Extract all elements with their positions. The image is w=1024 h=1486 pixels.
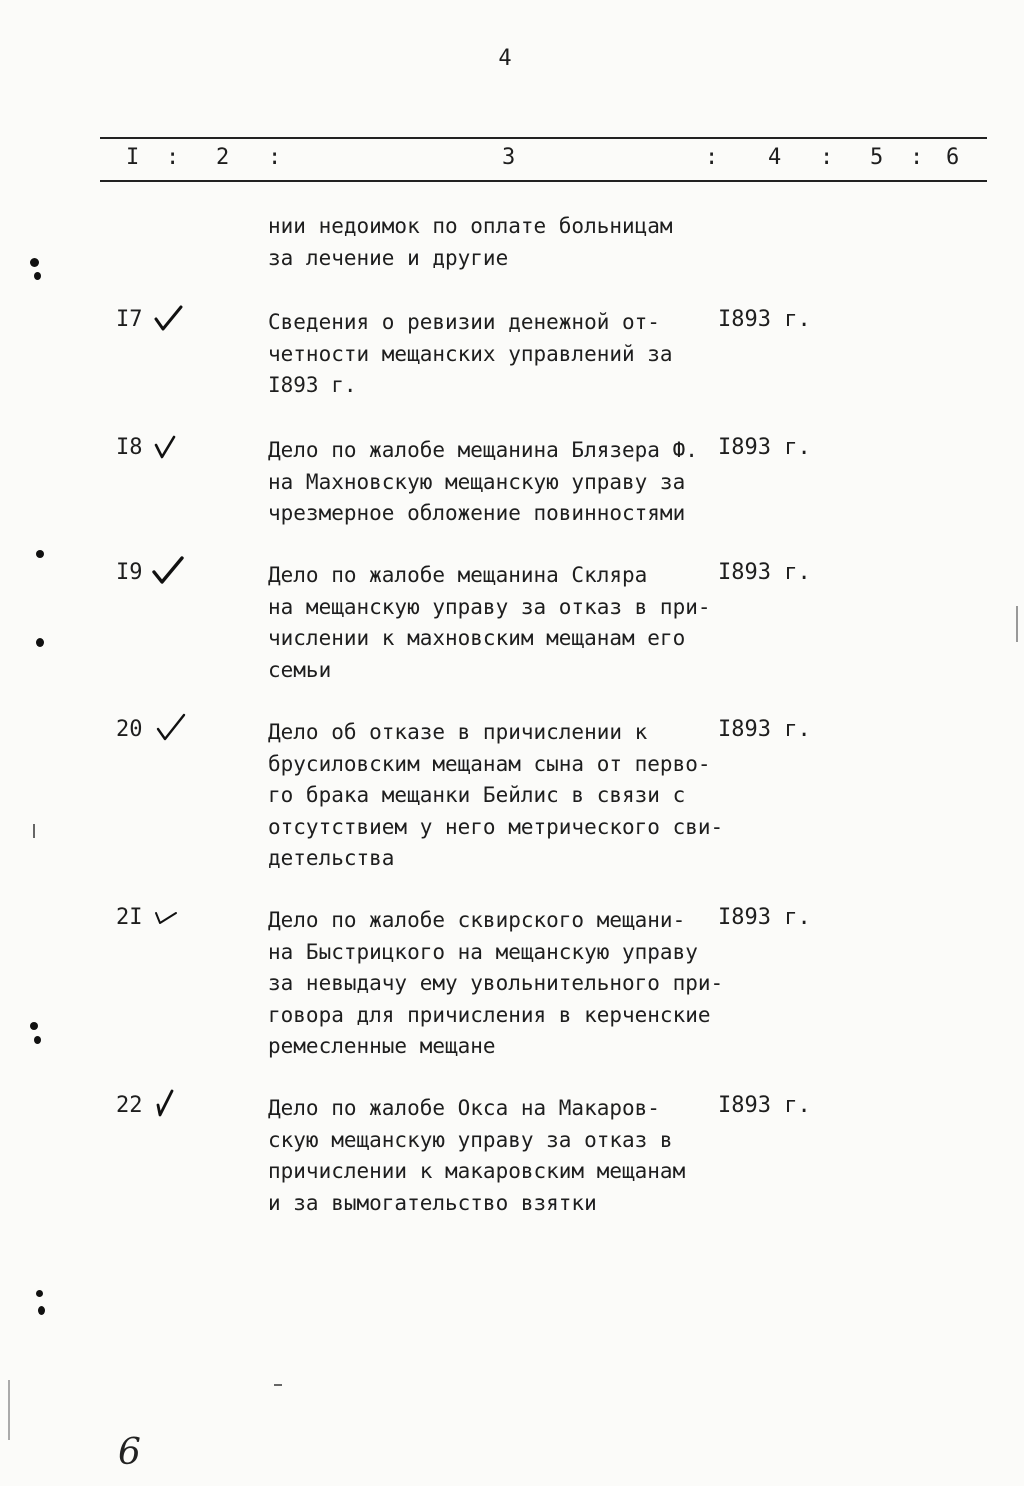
description-line: на Махновскую мещанскую управу за — [268, 469, 686, 494]
description-line: и за вымогательство взятки — [268, 1190, 597, 1215]
entry-description — [268, 560, 711, 686]
continuation-line: нии недоимок по оплате больницам — [268, 214, 673, 238]
column-separator: : — [268, 145, 282, 170]
description-line: семьи — [268, 657, 332, 682]
entry-description — [268, 307, 673, 402]
description-line: ремесленные мещане — [268, 1034, 496, 1058]
edge-speck — [1016, 606, 1018, 642]
edge-speck — [274, 1384, 282, 1386]
description-line: на Быстрицкого на мещанскую управу — [268, 939, 698, 964]
entry-21 — [0, 905, 1024, 1075]
entry-year: I893 г. — [718, 1093, 811, 1118]
entry-number: 20 — [116, 717, 143, 742]
page-number: 4 — [498, 46, 512, 71]
punch-mark — [33, 824, 35, 838]
entry-19 — [0, 560, 1024, 730]
description-line: го брака мещанки Бейлис в связи с — [268, 783, 686, 807]
punch-mark — [36, 1290, 43, 1297]
description-line: Дело об отказе в причислении к — [268, 720, 648, 744]
table-bottom-rule — [100, 180, 987, 182]
description-line: Дело по жалобе сквирского мещани- — [268, 908, 686, 932]
checkmark-icon — [150, 711, 186, 745]
handwritten-note: 6 — [118, 1432, 141, 1473]
entry-number: I9 — [116, 560, 143, 585]
entry-number: I7 — [116, 307, 143, 332]
entry-22 — [0, 1093, 1024, 1263]
description-line: за невыдачу ему увольнительного при- — [268, 971, 724, 995]
description-line: I893 г. — [268, 373, 357, 397]
entry-year: I893 г. — [718, 435, 811, 460]
column-header-6: 6 — [946, 145, 960, 170]
description-line: причислении к макаровским мещанам — [268, 1159, 686, 1183]
entry-year: I893 г. — [718, 560, 811, 585]
checkmark-icon — [150, 1087, 186, 1121]
column-header-4: 4 — [768, 145, 782, 170]
description-line: чрезмерное обложение повинностями — [268, 501, 686, 525]
entry-number: I8 — [116, 435, 143, 460]
description-line: Сведения о ревизии денежной от- — [268, 310, 660, 334]
description-line: на мещанскую управу за отказ в при- — [268, 594, 711, 619]
entry-number: 2I — [116, 905, 143, 930]
entry-number: 22 — [116, 1093, 143, 1118]
description-line: детельства — [268, 846, 395, 870]
entry-description — [268, 1093, 685, 1219]
punch-mark — [34, 1036, 41, 1044]
description-line: говора для причисления в керченские — [268, 1002, 711, 1027]
continuation-text — [268, 211, 673, 274]
entry-year: I893 г. — [718, 307, 811, 332]
description-line: брусиловским мещанам сына от перво- — [268, 751, 711, 776]
entry-year: I893 г. — [718, 905, 811, 930]
entry-description — [268, 905, 723, 1063]
description-line: отсутствием у него метрического сви- — [268, 814, 724, 839]
entry-year: I893 г. — [718, 717, 811, 742]
column-header-2: 2 — [216, 145, 230, 170]
column-separator: : — [705, 145, 719, 170]
checkmark-icon — [150, 429, 186, 463]
punch-mark — [38, 1306, 45, 1315]
punch-mark — [36, 550, 44, 558]
column-header-3: 3 — [502, 145, 516, 170]
entry-20 — [0, 717, 1024, 887]
description-line: Дело по жалобе мещанина Скляра — [268, 563, 648, 587]
continuation-line: за лечение и другие — [268, 245, 509, 270]
description-line: скую мещанскую управу за отказ в — [268, 1127, 673, 1152]
column-separator: : — [166, 145, 180, 170]
column-header-5: 5 — [870, 145, 884, 170]
entry-description — [268, 717, 723, 875]
punch-mark — [36, 638, 44, 647]
edge-speck — [8, 1380, 10, 1440]
checkmark-icon — [150, 899, 186, 933]
checkmark-icon — [150, 301, 186, 335]
table-top-rule — [100, 137, 987, 139]
column-separator: : — [910, 145, 924, 170]
punch-mark — [34, 272, 41, 280]
punch-mark — [30, 258, 39, 267]
description-line: числении к махновским мещанам его — [268, 626, 686, 650]
entry-description — [268, 435, 698, 530]
checkmark-icon — [150, 554, 186, 588]
description-line: четности мещанских управлений за — [268, 341, 673, 366]
column-separator: : — [820, 145, 834, 170]
column-header-1: I — [126, 145, 140, 170]
description-line: Дело по жалобе мещанина Блязера Ф. — [268, 438, 698, 462]
description-line: Дело по жалобе Окса на Макаров- — [268, 1096, 660, 1120]
punch-mark — [30, 1022, 38, 1030]
